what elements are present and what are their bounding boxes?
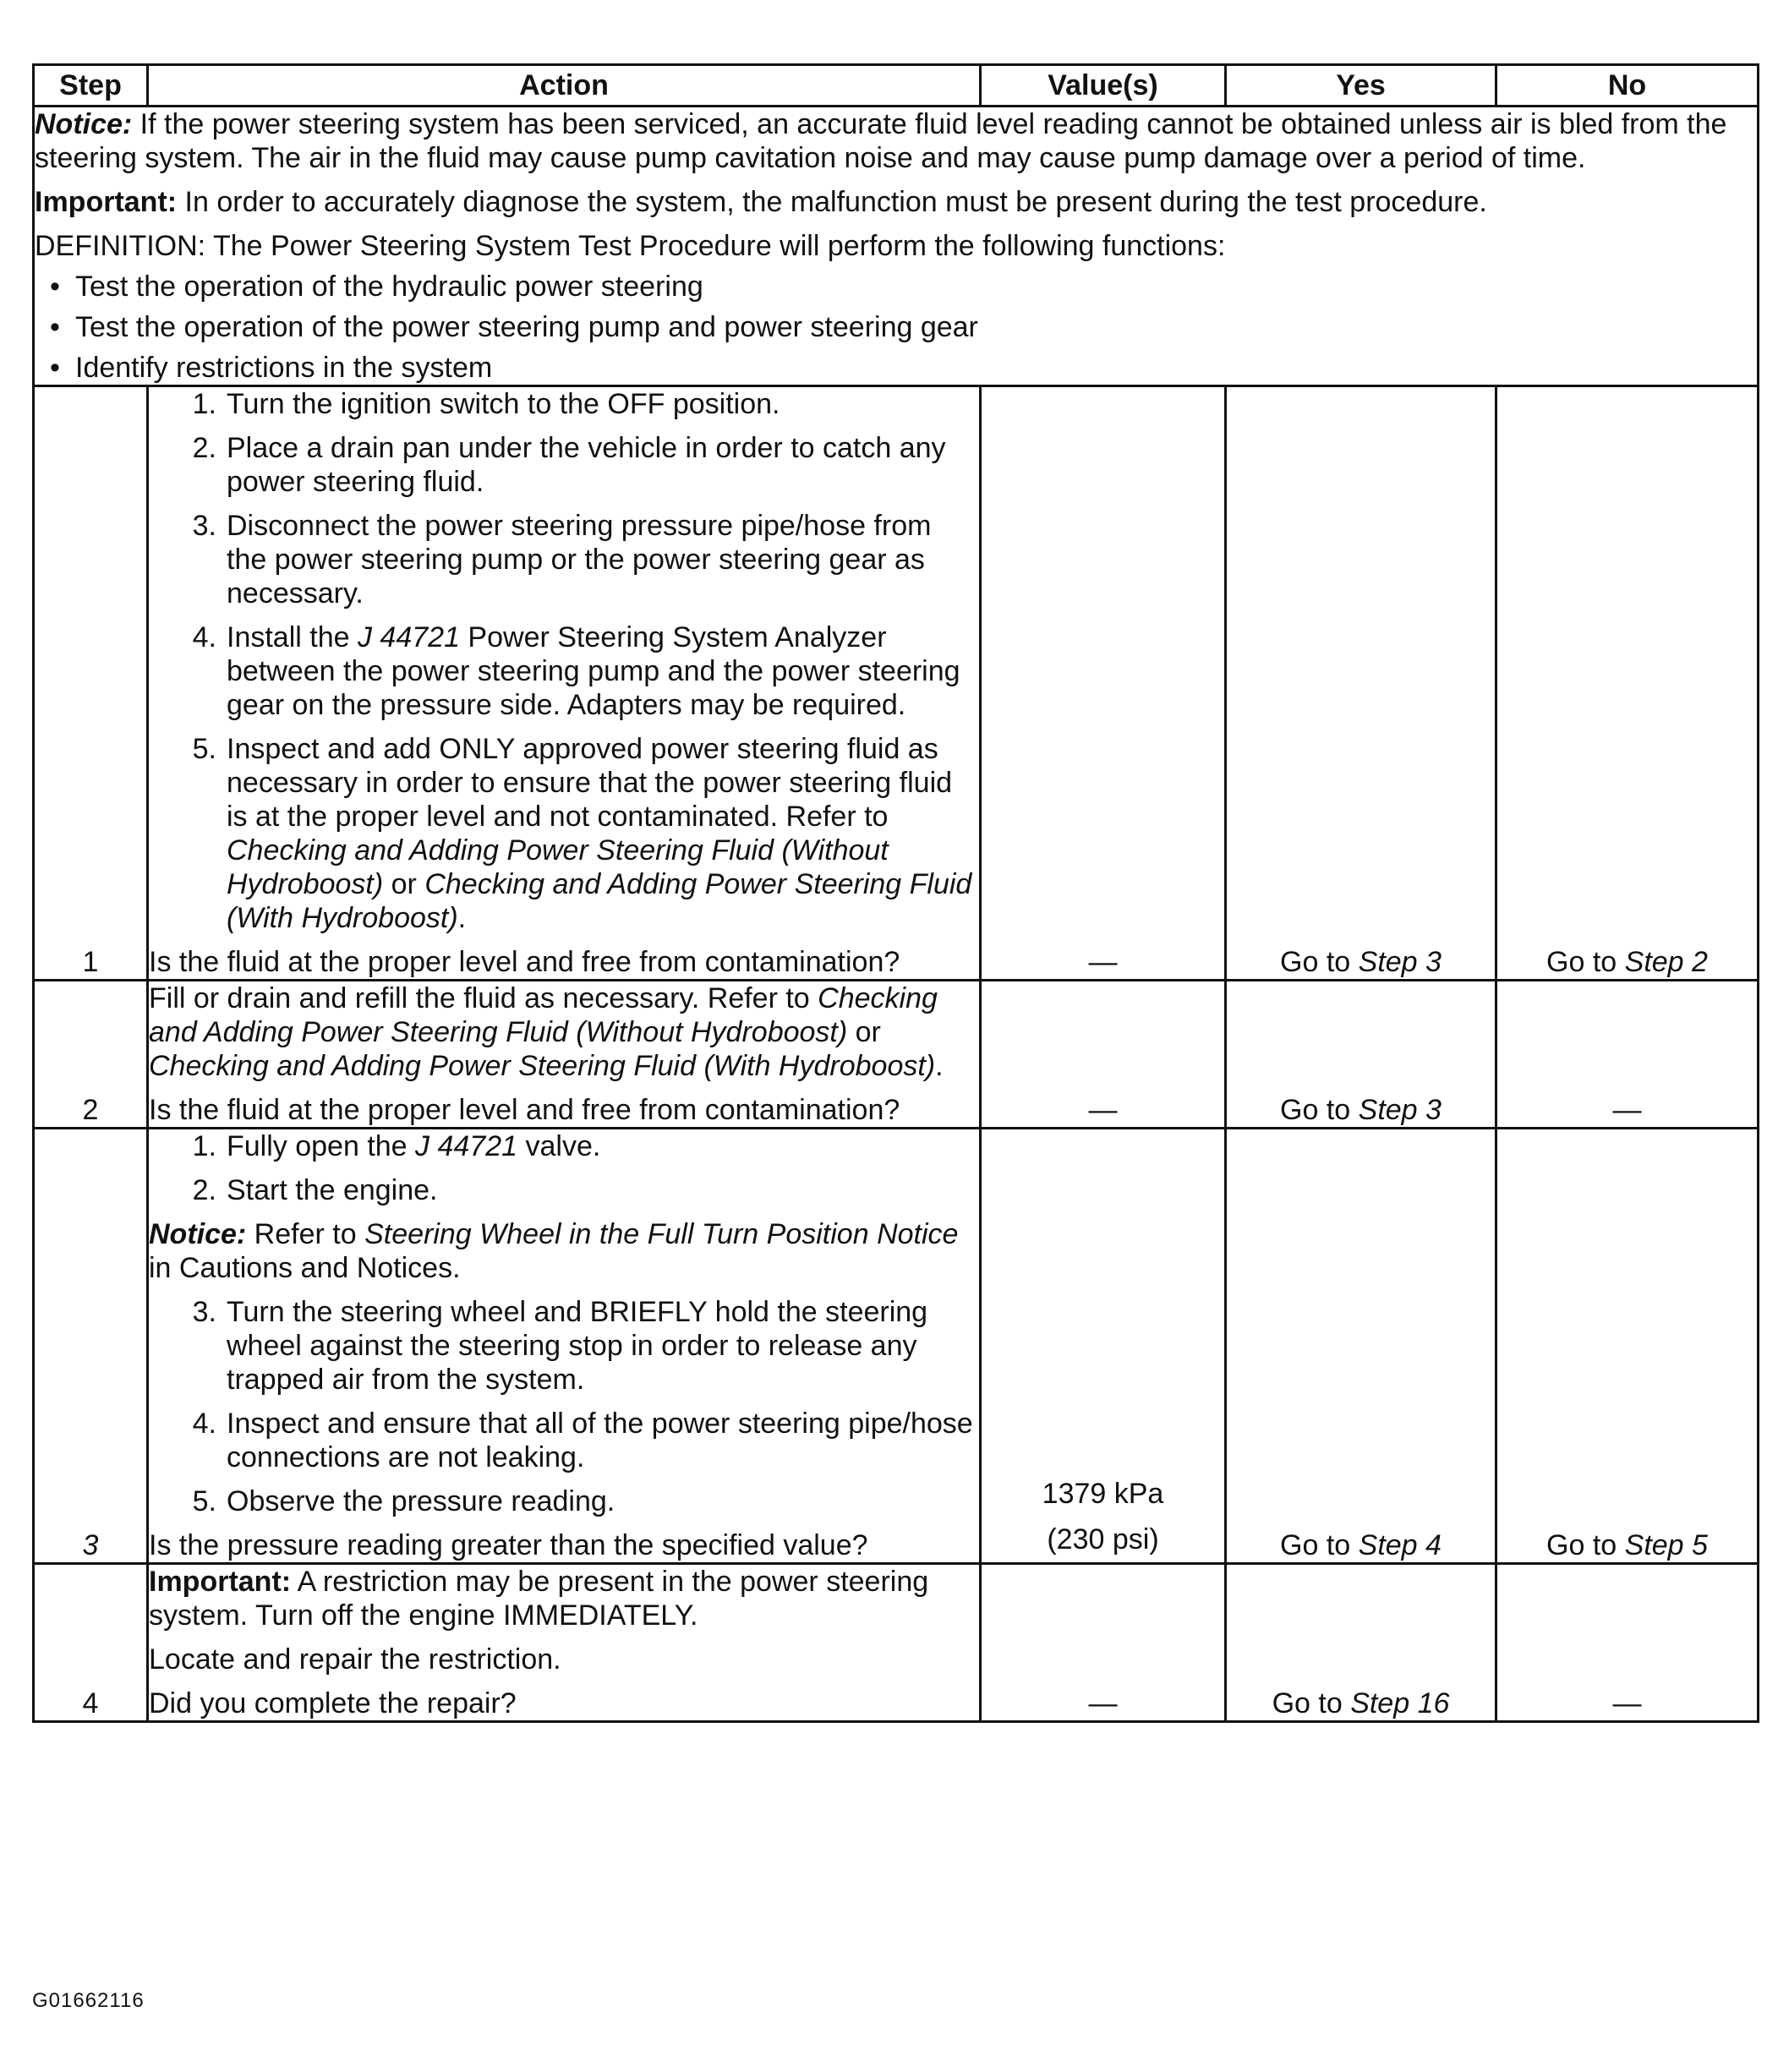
action-question: Did you complete the repair? xyxy=(149,1687,517,1719)
step-number: 2 xyxy=(34,981,148,1129)
action-item: 5. Observe the pressure reading. xyxy=(192,1485,615,1517)
action-question: Is the fluid at the proper level and free from contamination? xyxy=(149,1094,900,1126)
action-item: 2. Place a drain pan under the vehicle in order to catch any power steering fluid. xyxy=(192,432,946,498)
action-item: 2. Start the engine. xyxy=(192,1174,438,1206)
yes-cell: Go to Step 3 xyxy=(1226,981,1496,1129)
header-no: No xyxy=(1496,65,1759,107)
yes-cell: Go to Step 4 xyxy=(1226,1129,1496,1564)
no-cell: — xyxy=(1496,1564,1759,1722)
action-item: 5. Inspect and add ONLY approved power steering fluid as necessary in order to ensure that the power steering fluid is at the proper level and not contaminated. Refer to Checking and Adding Power Steering Fluid (Without Hydroboost) or Checking and Adding Power Steering Fluid (With Hydroboost). xyxy=(192,733,972,934)
bullet-item: • Test the operation of the hydraulic power steering xyxy=(75,270,1757,303)
value-cell: — xyxy=(981,386,1226,981)
diagnostic-table xyxy=(32,63,1759,1723)
intro-row xyxy=(34,107,1759,386)
no-cell: Go to Step 2 xyxy=(1496,386,1759,981)
action-cell xyxy=(148,1129,981,1564)
figure-code: G01662116 xyxy=(32,1989,145,2012)
value-cell xyxy=(981,1129,1226,1564)
action-notice: Notice: Refer to Steering Wheel in the Full Turn Position Notice in Cautions and Notices. xyxy=(149,1218,959,1284)
action-cell xyxy=(148,1564,981,1722)
value-kpa: 1379 kPa xyxy=(1042,1478,1164,1510)
header-row xyxy=(34,65,1759,107)
step-row-3 xyxy=(34,1129,1759,1564)
action-item: 4. Inspect and ensure that all of the power steering pipe/hose connections are not leaking. xyxy=(192,1408,973,1473)
value-cell: — xyxy=(981,981,1226,1129)
action-cell xyxy=(148,386,981,981)
intro-definition: DEFINITION: The Power Steering System Test Procedure will perform the following functions: xyxy=(35,230,1226,262)
action-important: Important: A restriction may be present in the power steering system. Turn off the engine IMMEDIATELY. xyxy=(149,1566,929,1632)
intro-important: Important: In order to accurately diagnose the system, the malfunction must be present during the test procedure. xyxy=(35,186,1487,218)
intro-cell xyxy=(34,107,1759,386)
bullet-item: • Identify restrictions in the system xyxy=(75,351,1757,385)
value-cell: — xyxy=(981,1564,1226,1722)
header-step: Step xyxy=(34,65,148,107)
step-number: 4 xyxy=(34,1564,148,1722)
action-question: Is the fluid at the proper level and free from contamination? xyxy=(149,946,900,978)
yes-cell: Go to Step 16 xyxy=(1226,1564,1496,1722)
header-values: Value(s) xyxy=(981,65,1226,107)
action-item: 1. Fully open the J 44721 valve. xyxy=(192,1130,601,1162)
step-number: 3 xyxy=(34,1129,148,1564)
no-cell: — xyxy=(1496,981,1759,1129)
action-item: 3. Disconnect the power steering pressure pipe/hose from the power steering pump or the power steering gear as necessary. xyxy=(192,510,932,610)
action-question: Is the pressure reading greater than the specified value? xyxy=(149,1529,868,1561)
bullet-item: • Test the operation of the power steering pump and power steering gear xyxy=(75,310,1757,344)
step-row-2 xyxy=(34,981,1759,1129)
intro-bullets xyxy=(35,270,1757,385)
intro-notice: Notice: If the power steering system has been serviced, an accurate fluid level reading cannot be obtained unless air is bled from the steering system. The air in the fluid may cause pump cavitation noise and may cause pump damage over a period of time. xyxy=(35,108,1727,174)
value-psi: (230 psi) xyxy=(1047,1523,1159,1555)
no-cell: Go to Step 5 xyxy=(1496,1129,1759,1564)
action-item: 4. Install the J 44721 Power Steering System Analyzer between the power steering pump and the power steering gear on the pressure side. Adapters may be required. xyxy=(192,621,960,721)
action-cell xyxy=(148,981,981,1129)
step-row-4 xyxy=(34,1564,1759,1722)
header-yes: Yes xyxy=(1226,65,1496,107)
step-number: 1 xyxy=(34,386,148,981)
step-row-1 xyxy=(34,386,1759,981)
action-item: 3. Turn the steering wheel and BRIEFLY hold the steering wheel against the steering stop in order to release any trapped air from the system. xyxy=(192,1296,928,1396)
action-text: Locate and repair the restriction. xyxy=(149,1643,561,1676)
action-item: 1. Turn the ignition switch to the OFF position. xyxy=(192,388,780,420)
header-action: Action xyxy=(148,65,981,107)
yes-cell: Go to Step 3 xyxy=(1226,386,1496,981)
action-text: Fill or drain and refill the fluid as necessary. Refer to Checking and Adding Power Steering Fluid (Without Hydroboost) or Checking and Adding Power Steering Fluid (With Hydroboost). xyxy=(149,982,944,1082)
